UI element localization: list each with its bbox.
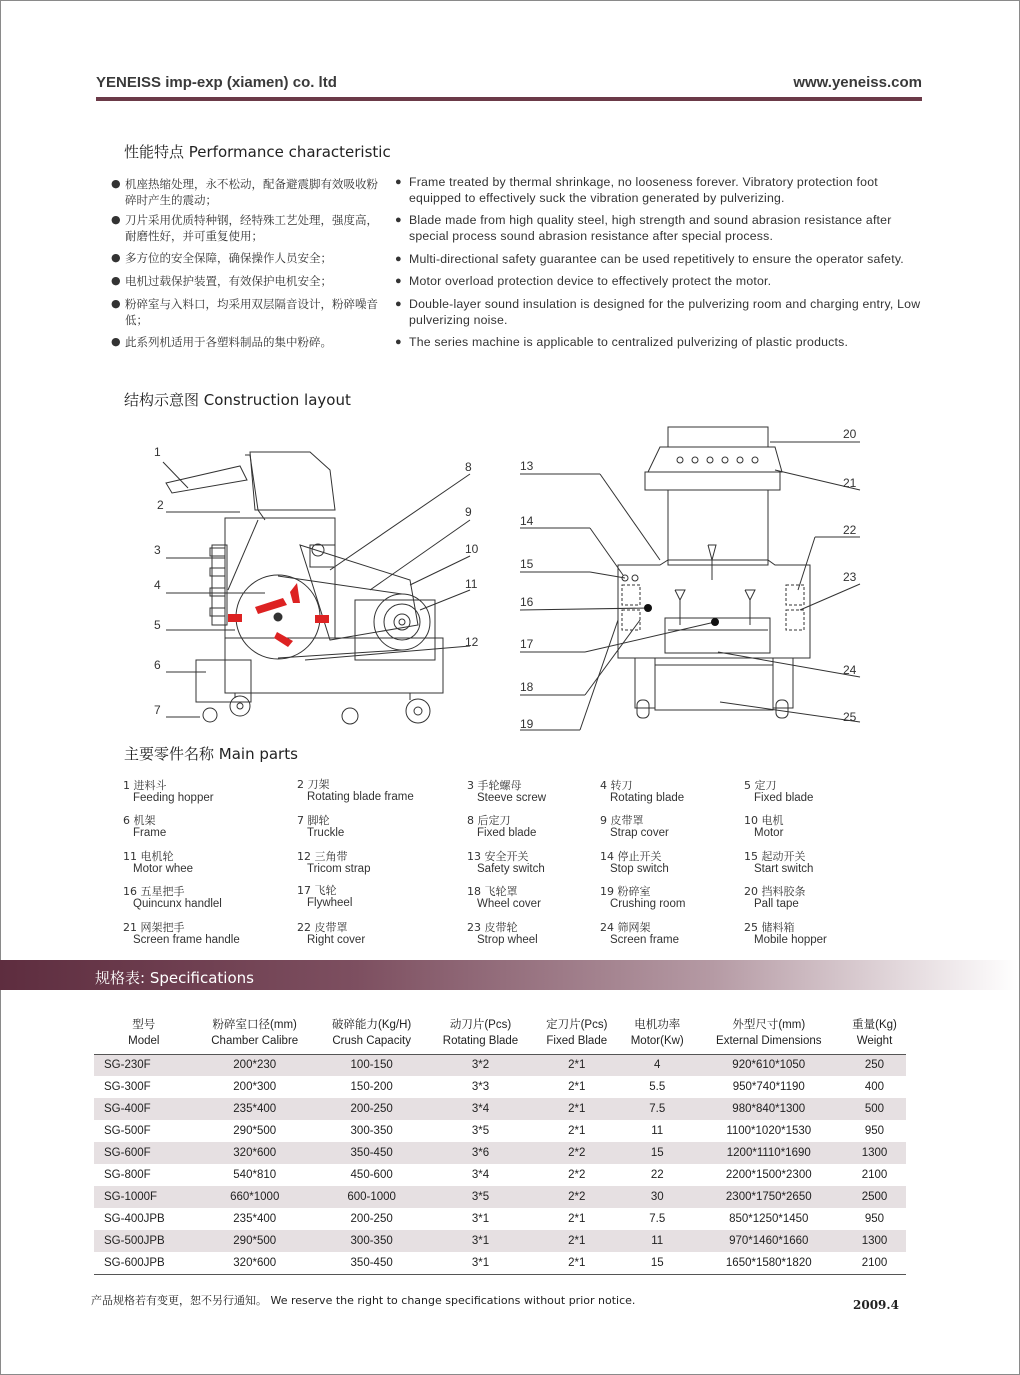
- feature-en-item: ● Frame treated by thermal shrinkage, no looseness forever. Vibratory protection foot equipped to effectively suck the vibration generated by pulverizing.: [395, 175, 878, 205]
- table-cell: 3*4: [471, 1103, 490, 1115]
- part-item: 22 皮带罩 Right cover: [297, 921, 366, 946]
- table-cell: 15: [650, 1147, 664, 1159]
- table-cell: 3*2: [471, 1059, 490, 1072]
- diagram-label-8: 8: [465, 460, 472, 474]
- diagram-label-4: 4: [154, 578, 161, 592]
- diagram-label-18: 18: [520, 680, 534, 694]
- feature-cn-item: ● 机座热缩处理，永不松动，配备避震脚有效吸收粉碎时产生的震动；: [111, 177, 378, 207]
- table-cell: 850*1250*1450: [729, 1213, 809, 1225]
- table-cell: 2200*1500*2300: [725, 1169, 812, 1181]
- header-rule: [96, 97, 922, 101]
- table-cell: 5.5: [649, 1081, 666, 1093]
- diagram-label-9: 9: [465, 505, 472, 519]
- table-cell: 200*230: [233, 1059, 277, 1072]
- table-cell: 350-450: [350, 1147, 393, 1159]
- diagram-label-24: 24: [843, 663, 857, 677]
- part-item: 24 筛网架 Screen frame: [600, 921, 680, 946]
- table-cell: 950: [864, 1213, 885, 1225]
- table-cell: SG-600JPB: [104, 1256, 165, 1269]
- diagram-label-22: 22: [843, 523, 857, 537]
- rotating-blade-shape: [290, 583, 300, 603]
- part-item: 13 安全开关 Safety switch: [467, 850, 545, 875]
- part-item: 1 进料斗 Feeding hopper: [123, 779, 214, 804]
- table-cell: 290*500: [233, 1235, 277, 1247]
- performance-title: 性能特点 Performance characteristic: [124, 143, 391, 161]
- table-cell: 320*600: [233, 1147, 277, 1159]
- table-cell: SG-600F: [104, 1147, 151, 1159]
- table-cell: 2*1: [568, 1103, 586, 1115]
- table-cell: 235*400: [233, 1103, 277, 1115]
- table-cell: 350-450: [350, 1256, 393, 1269]
- table-cell: 450-600: [350, 1169, 393, 1181]
- table-cell: 2500: [861, 1191, 888, 1203]
- table-cell: 30: [650, 1191, 664, 1203]
- table-cell: 3*1: [471, 1256, 490, 1269]
- part-item: 7 脚轮 Truckle: [297, 814, 345, 839]
- feature-cn-item: ● 粉碎室与入料口，均采用双层隔音设计，粉碎噪音低；: [111, 297, 378, 327]
- diagram-label-15: 15: [520, 557, 534, 571]
- table-cell: 1300: [861, 1235, 888, 1247]
- flywheel-shape: [374, 594, 430, 650]
- feature-en-item: ● The series machine is applicable to centralized pulverizing of plastic products.: [395, 335, 849, 349]
- diagram-label-12: 12: [465, 635, 479, 649]
- part-item: 12 三角带 Tricom strap: [297, 850, 371, 875]
- col-header: 破碎能力(Kg/H) Crush Capacity: [332, 1018, 412, 1047]
- col-header: 重量(Kg) Weight: [852, 1018, 897, 1047]
- col-header: 定刀片(Pcs) Fixed Blade: [546, 1018, 608, 1047]
- table-cell: 300-350: [350, 1125, 393, 1137]
- table-cell: 2*2: [568, 1191, 586, 1203]
- table-cell: 1100*1020*1530: [726, 1125, 812, 1137]
- publish-date: 2009.4: [853, 1298, 899, 1312]
- col-header: 电机功率 Motor(Kw): [630, 1018, 684, 1047]
- table-cell: 11: [651, 1125, 664, 1137]
- table-cell: 100-150: [350, 1059, 393, 1072]
- diagram-label-5: 5: [154, 618, 161, 632]
- rotating-blade-shape: [255, 598, 287, 614]
- table-cell: 3*5: [471, 1191, 490, 1203]
- diagram-label-21: 21: [843, 476, 857, 490]
- table-cell: SG-300F: [104, 1081, 151, 1093]
- part-item: 25 储料箱 Mobile hopper: [744, 921, 827, 946]
- table-cell: 235*400: [233, 1213, 277, 1225]
- table-cell: 3*1: [471, 1213, 490, 1225]
- table-cell: 1650*1580*1820: [725, 1256, 812, 1269]
- table-cell: 7.5: [649, 1213, 666, 1225]
- table-cell: 200*300: [233, 1081, 277, 1093]
- table-row: [94, 1208, 906, 1230]
- table-cell: 540*810: [233, 1169, 277, 1181]
- col-header: 动刀片(Pcs) Rotating Blade: [442, 1018, 519, 1047]
- part-item: 15 起动开关 Start switch: [744, 850, 814, 875]
- table-cell: SG-400F: [104, 1103, 151, 1115]
- table-cell: 2*1: [568, 1235, 586, 1247]
- diagram-label-25: 25: [843, 710, 857, 724]
- table-cell: 980*840*1300: [732, 1103, 806, 1115]
- rotating-blade-shape: [274, 632, 293, 647]
- table-cell: 7.5: [649, 1103, 666, 1115]
- part-item: 17 飞轮 Flywheel: [297, 884, 353, 909]
- table-row: [94, 1164, 906, 1186]
- table-cell: 3*5: [471, 1125, 490, 1137]
- table-cell: 2*2: [568, 1147, 586, 1159]
- diagram-label-17: 17: [520, 637, 534, 651]
- diagram-label-23: 23: [843, 570, 857, 584]
- table-row: [94, 1098, 906, 1120]
- table-cell: 22: [650, 1169, 664, 1181]
- table-cell: 2*1: [568, 1256, 586, 1269]
- diagram-label-7: 7: [154, 703, 161, 717]
- table-row: [94, 1230, 906, 1252]
- table-cell: 2100: [861, 1256, 888, 1269]
- feature-en-item: ● Motor overload protection device to effectively protect the motor.: [395, 274, 772, 288]
- diagram-label-14: 14: [520, 514, 534, 528]
- diagram-label-6: 6: [154, 658, 161, 672]
- table-cell: 950: [864, 1125, 885, 1137]
- table-cell: SG-500JPB: [104, 1235, 165, 1247]
- part-item: 11 电机轮 Motor whee: [123, 850, 194, 875]
- diagram-label-2: 2: [157, 498, 164, 512]
- table-cell: 2100: [861, 1169, 888, 1181]
- table-header-row: [94, 1012, 906, 1054]
- part-item: 20 挡料胶条 Pall tape: [744, 885, 806, 910]
- table-cell: 2*2: [568, 1169, 586, 1181]
- table-cell: 950*740*1190: [732, 1081, 805, 1093]
- table-cell: 320*600: [233, 1256, 277, 1269]
- table-cell: 15: [650, 1256, 664, 1269]
- diagram-label-3: 3: [154, 543, 161, 557]
- table-cell: 2*1: [568, 1125, 586, 1137]
- diagram-label-10: 10: [465, 542, 479, 556]
- footer-note: 产品规格若有变更，恕不另行通知。 We reserve the right to change specifications without prior notice.: [91, 1294, 636, 1307]
- fixed-blade-shape: [315, 615, 329, 623]
- table-cell: 11: [651, 1235, 664, 1247]
- table-cell: 200-250: [350, 1103, 393, 1115]
- col-header: 型号 Model: [128, 1018, 160, 1047]
- feature-cn-item: ● 多方位的安全保障，确保操作人员安全；: [111, 251, 332, 265]
- table-body: [94, 1054, 906, 1274]
- table-cell: SG-800F: [104, 1169, 151, 1181]
- specifications-table: [94, 1012, 906, 1275]
- feature-cn-item: ● 电机过载保护装置，有效保护电机安全；: [111, 274, 332, 288]
- table-cell: SG-500F: [104, 1125, 151, 1137]
- table-cell: 3*1: [471, 1235, 490, 1247]
- table-cell: 150-200: [350, 1081, 393, 1093]
- diagram-label-20: 20: [843, 427, 857, 441]
- feeding-hopper-shape: [166, 466, 247, 493]
- table-cell: 600-1000: [347, 1191, 396, 1203]
- table-cell: 2*1: [568, 1213, 586, 1225]
- specifications-title: 规格表: Specifications: [95, 969, 254, 987]
- table-cell: SG-1000F: [104, 1191, 158, 1203]
- main-parts-title: 主要零件名称 Main parts: [124, 745, 298, 763]
- table-cell: 2*1: [568, 1081, 586, 1093]
- table-cell: SG-400JPB: [104, 1213, 165, 1225]
- table-cell: SG-230F: [104, 1059, 151, 1072]
- table-cell: 660*1000: [230, 1191, 280, 1203]
- feature-en-item: ● Multi-directional safety guarantee can be used repetitively to ensure the operator safety.: [395, 252, 904, 266]
- crusher-top-shape: [250, 452, 335, 510]
- part-item: 14 停止开关 Stop switch: [600, 850, 669, 875]
- part-item: 3 手轮螺母 Steeve screw: [467, 779, 547, 804]
- table-cell: 500: [864, 1103, 885, 1115]
- part-item: 5 定刀 Fixed blade: [744, 779, 814, 804]
- table-cell: 3*4: [471, 1169, 490, 1181]
- table-cell: 290*500: [233, 1125, 277, 1137]
- table-cell: 250: [864, 1059, 885, 1072]
- diagram-label-19: 19: [520, 717, 534, 731]
- diagram-label-1: 1: [154, 445, 161, 459]
- table-cell: 1200*1110*1690: [726, 1147, 811, 1159]
- part-item: 18 飞轮罩 Wheel cover: [467, 885, 541, 910]
- feature-en-item: ● Double-layer sound insulation is designed for the pulverizing room and charging entry, Low pulverizing noise.: [395, 297, 921, 327]
- table-cell: 920*610*1050: [732, 1059, 806, 1072]
- table-cell: 3*6: [471, 1147, 490, 1159]
- part-item: 4 转刀 Rotating blade: [600, 779, 685, 804]
- fixed-blade-shape: [228, 614, 242, 622]
- construction-title: 结构示意图 Construction layout: [124, 391, 351, 409]
- part-item: 6 机架 Frame: [123, 814, 167, 839]
- table-cell: 970*1460*1660: [729, 1235, 809, 1247]
- table-cell: 300-350: [350, 1235, 393, 1247]
- feature-en-item: ● Blade made from high quality steel, high strength and sound abrasion resistance after special process sound abrasion resistance after special process.: [395, 213, 892, 243]
- table-row: [94, 1054, 906, 1076]
- table-cell: 400: [864, 1081, 885, 1093]
- diagram-label-13: 13: [520, 459, 534, 473]
- company-name: YENEISS imp-exp (xiamen) co. ltd: [96, 74, 337, 91]
- website-link[interactable]: www.yeneiss.com: [793, 74, 922, 91]
- part-item: 23 皮带轮 Strop wheel: [467, 921, 538, 946]
- part-item: 8 后定刀 Fixed blade: [467, 814, 537, 839]
- table-cell: 3*3: [471, 1081, 490, 1093]
- part-item: 2 刀架 Rotating blade frame: [297, 778, 414, 803]
- table-cell: 1300: [861, 1147, 888, 1159]
- table-row: [94, 1120, 906, 1142]
- feature-cn-item: ● 此系列机适用于各塑料制品的集中粉碎。: [111, 335, 332, 349]
- table-cell: 2*1: [568, 1059, 586, 1072]
- diagram-label-11: 11: [465, 577, 478, 591]
- table-row: [94, 1186, 906, 1208]
- part-item: 9 皮带罩 Strap cover: [600, 814, 669, 839]
- table-row: [94, 1252, 906, 1274]
- table-row: [94, 1076, 906, 1098]
- col-header: 粉碎室口径(mm) Chamber Calibre: [211, 1018, 299, 1047]
- col-header: 外型尺寸(mm) External Dimensions: [716, 1018, 822, 1047]
- table-cell: 200-250: [350, 1213, 393, 1225]
- part-item: 19 粉碎室 Crushing room: [600, 885, 686, 910]
- specifications-bar: [0, 960, 1018, 990]
- construction-diagram: [0, 420, 1020, 740]
- part-item: 10 电机 Motor: [744, 814, 784, 839]
- table-row: [94, 1142, 906, 1164]
- part-item: 16 五星把手 Quincunx handlel: [123, 885, 222, 910]
- table-cell: 4: [654, 1059, 661, 1072]
- diagram-label-16: 16: [520, 595, 534, 609]
- feature-cn-item: ● 刀片采用优质特种钢，经特殊工艺处理，强度高，耐磨性好，并可重复使用；: [111, 213, 378, 243]
- part-item: 21 网架把手 Screen frame handle: [123, 921, 240, 946]
- table-cell: 2300*1750*2650: [725, 1191, 812, 1203]
